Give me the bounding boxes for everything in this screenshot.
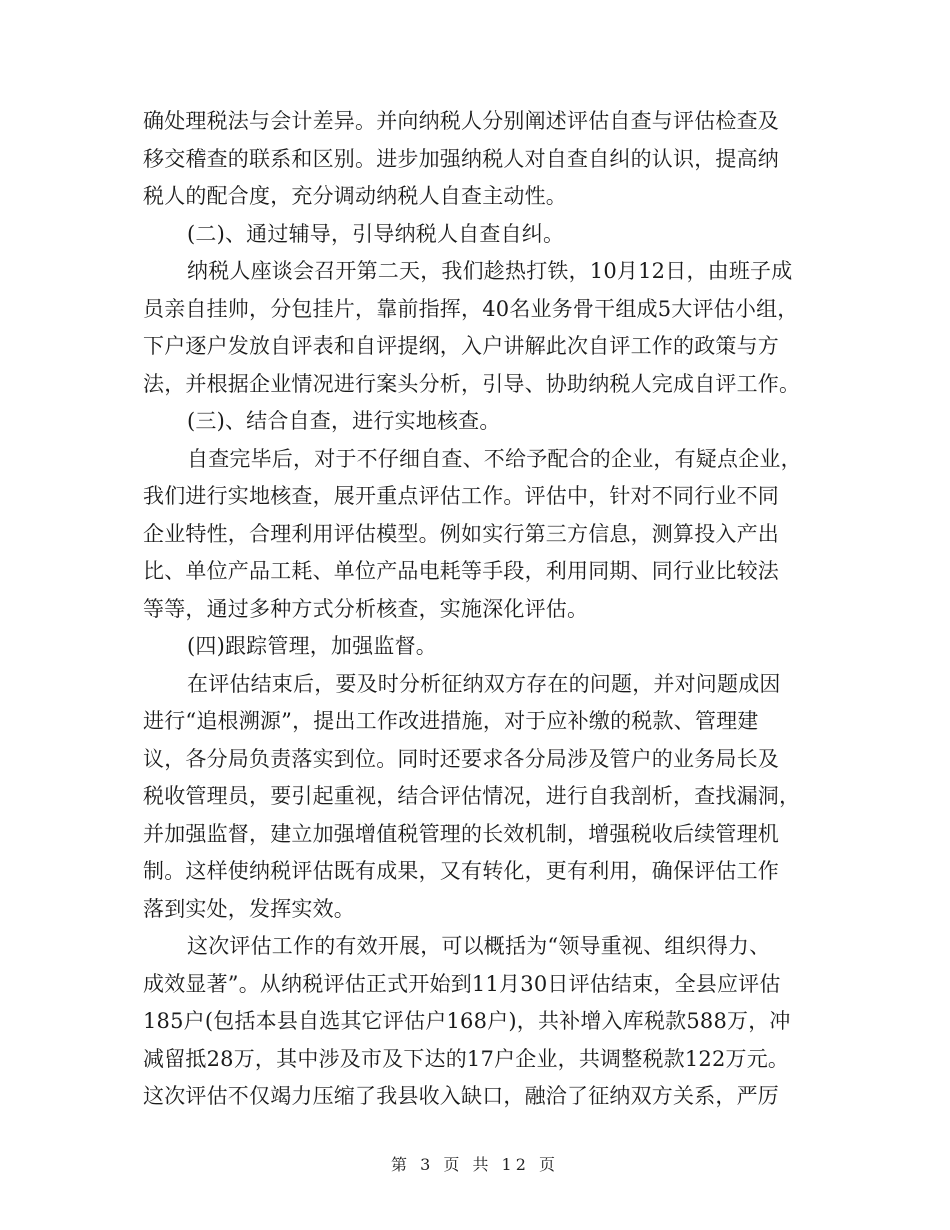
text-line: 纳税人座谈会召开第二天，我们趁热打铁，10月12日，由班子成 <box>187 259 793 283</box>
text-line: 减留抵28万，其中涉及市及下达的17户企业，共调整税款122万元。 <box>143 1046 790 1071</box>
page-number-label: 第 3 页 共 12 页 <box>391 1155 559 1174</box>
text-line: 移交稽查的联系和区别。进步加强纳税人对自查自纠的认识，提高纳 <box>143 146 779 171</box>
text-line: 进行“追根溯源”，提出工作改进措施，对于应补缴的税款、管理建 <box>143 709 759 733</box>
text-line: 法，并根据企业情况进行案头分析，引导、协助纳税人完成自评工作。 <box>143 371 801 396</box>
text-line: 下户逐户发放自评表和自评提纲，入户讲解此次自评工作的政策与方 <box>143 334 779 358</box>
document-body <box>143 103 808 1116</box>
text-line: 这次评估不仅竭力压缩了我县收入缺口，融洽了征纳双方关系，严厉 <box>143 1084 779 1108</box>
section-heading: (二)、通过辅导，引导纳税人自查自纠。 <box>187 221 565 246</box>
text-line: 185户(包括本县自选其它评估户168户)，共补增入库税款588万，冲 <box>143 1009 791 1033</box>
text-line: 并加强监督，建立加强增值税管理的长效机制，增强税收后续管理机 <box>143 821 779 846</box>
text-line: 落到实处，发挥实效。 <box>143 896 355 921</box>
text-line: 自查完毕后，对于不仔细自查、不给予配合的企业，有疑点企业， <box>187 446 802 471</box>
text-line: 在评估结束后，要及时分析征纳双方存在的问题，并对问题成因 <box>187 671 781 696</box>
text-line: 员亲自挂帅，分包挂片，靠前指挥，40名业务骨干组成5大评估小组， <box>143 296 799 321</box>
text-line: 成效显著”。从纳税评估正式开始到11月30日评估结束，全县应评估 <box>143 971 781 996</box>
text-line: 制。这样使纳税评估既有成果，又有转化，更有利用，确保评估工作 <box>143 859 779 883</box>
text-line: 企业特性，合理利用评估模型。例如实行第三方信息，测算投入产出 <box>143 521 779 546</box>
section-heading: (四)跟踪管理，加强监督。 <box>187 634 437 658</box>
text-line: 我们进行实地核查，展开重点评估工作。评估中，针对不同行业不同 <box>143 484 779 508</box>
text-line: 等等，通过多种方式分析核查，实施深化评估。 <box>143 596 589 621</box>
section-heading: (三)、结合自查，进行实地核查。 <box>187 409 501 433</box>
text-line: 议，各分局负责落实到位。同时还要求各分局涉及管户的业务局长及 <box>143 746 779 771</box>
text-line: 比、单位产品工耗、单位产品电耗等手段，利用同期、同行业比较法 <box>143 559 779 583</box>
text-line: 确处理税法与会计差异。并向纳税人分别阐述评估自查与评估检查及 <box>143 109 779 133</box>
text-line: 税人的配合度，充分调动纳税人自查主动性。 <box>143 184 567 208</box>
text-line: 这次评估工作的有效开展，可以概括为“领导重视、组织得力、 <box>187 934 771 958</box>
text-line: 税收管理员，要引起重视，结合评估情况，进行自我剖析，查找漏洞， <box>143 784 801 808</box>
page-footer <box>0 1154 950 1176</box>
